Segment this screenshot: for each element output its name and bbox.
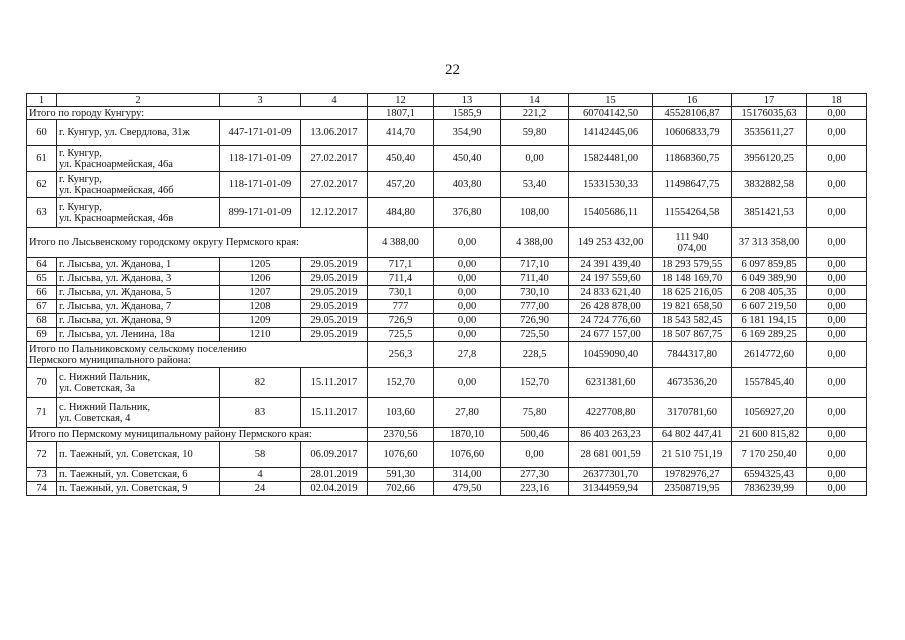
subtotal-value: 21 600 815,82 xyxy=(732,428,807,442)
table-cell: 0,00 xyxy=(434,368,501,398)
row-number: 73 xyxy=(27,468,57,482)
column-header: 1 xyxy=(27,94,57,107)
table-cell: 717,10 xyxy=(501,258,569,272)
address-cell: г. Кунгур, ул. Красноармейская, 46в xyxy=(57,198,220,228)
table-cell: 29.05.2019 xyxy=(301,328,368,342)
table-cell: 3535611,27 xyxy=(732,120,807,146)
subtotal-value: 256,3 xyxy=(368,342,434,368)
table-cell: 0,00 xyxy=(434,258,501,272)
table-cell: 0,00 xyxy=(434,300,501,314)
table-cell: 26 428 878,00 xyxy=(569,300,653,314)
table-cell: 18 148 169,70 xyxy=(653,272,732,286)
row-number: 60 xyxy=(27,120,57,146)
table-cell: 725,5 xyxy=(368,328,434,342)
subtotal-value: 2370,56 xyxy=(368,428,434,442)
table-cell: 29.05.2019 xyxy=(301,314,368,328)
table-cell: 06.09.2017 xyxy=(301,442,368,468)
table-row xyxy=(27,468,867,482)
table-cell: 6 208 405,35 xyxy=(732,286,807,300)
table-row xyxy=(27,482,867,496)
table-cell: 19 821 658,50 xyxy=(653,300,732,314)
subtotal-value: 15176035,63 xyxy=(732,107,807,120)
table-cell: 702,66 xyxy=(368,482,434,496)
table-cell: 24 xyxy=(220,482,301,496)
table-cell: 28 681 001,59 xyxy=(569,442,653,468)
table-cell: 0,00 xyxy=(807,198,867,228)
address-cell: г. Кунгур, ул. Свердлова, 31ж xyxy=(57,120,220,146)
table-cell: 0,00 xyxy=(501,442,569,468)
table-cell: 7 170 250,40 xyxy=(732,442,807,468)
table-cell: 726,9 xyxy=(368,314,434,328)
table-cell: 447-171-01-09 xyxy=(220,120,301,146)
column-header: 13 xyxy=(434,94,501,107)
table-cell: 02.04.2019 xyxy=(301,482,368,496)
table-cell: 899-171-01-09 xyxy=(220,198,301,228)
table-cell: 0,00 xyxy=(434,314,501,328)
table-cell: 711,4 xyxy=(368,272,434,286)
table-cell: 1205 xyxy=(220,258,301,272)
table-body xyxy=(27,94,867,496)
table-cell: 21 510 751,19 xyxy=(653,442,732,468)
address-cell: г. Лысьва, ул. Жданова, 7 xyxy=(57,300,220,314)
subtotal-value: 4 388,00 xyxy=(368,228,434,258)
address-cell: г. Кунгур, ул. Красноармейская, 46а xyxy=(57,146,220,172)
column-header: 4 xyxy=(301,94,368,107)
table-cell: 0,00 xyxy=(807,172,867,198)
address-cell: г. Кунгур, ул. Красноармейская, 46б xyxy=(57,172,220,198)
row-number: 65 xyxy=(27,272,57,286)
table-cell: 29.05.2019 xyxy=(301,258,368,272)
table-row xyxy=(27,198,867,228)
table-cell: 0,00 xyxy=(807,482,867,496)
subtotal-label: Итого по Лысьвенскому городскому округу Пермского края: xyxy=(27,228,368,258)
table-cell: 28.01.2019 xyxy=(301,468,368,482)
table-cell: 1207 xyxy=(220,286,301,300)
table-cell: 18 507 867,75 xyxy=(653,328,732,342)
table-row xyxy=(27,146,867,172)
subtotal-value: 149 253 432,00 xyxy=(569,228,653,258)
table-cell: 0,00 xyxy=(807,314,867,328)
table-row xyxy=(27,272,867,286)
table-cell: 223,16 xyxy=(501,482,569,496)
table-cell: 152,70 xyxy=(501,368,569,398)
subtotal-value: 7844317,80 xyxy=(653,342,732,368)
subtotal-row xyxy=(27,342,867,368)
table-cell: 27,80 xyxy=(434,398,501,428)
row-number: 66 xyxy=(27,286,57,300)
table-cell: 730,1 xyxy=(368,286,434,300)
table-row xyxy=(27,120,867,146)
table-cell: 277,30 xyxy=(501,468,569,482)
row-number: 62 xyxy=(27,172,57,198)
table-cell: 4673536,20 xyxy=(653,368,732,398)
subtotal-value: 1807,1 xyxy=(368,107,434,120)
table-cell: 354,90 xyxy=(434,120,501,146)
table-cell: 484,80 xyxy=(368,198,434,228)
table-cell: 24 197 559,60 xyxy=(569,272,653,286)
subtotal-value: 0,00 xyxy=(807,342,867,368)
table-cell: 403,80 xyxy=(434,172,501,198)
subtotal-value: 111 940 074,00 xyxy=(653,228,732,258)
column-header: 2 xyxy=(57,94,220,107)
table-cell: 15.11.2017 xyxy=(301,398,368,428)
subtotal-value: 1585,9 xyxy=(434,107,501,120)
table-cell: 15331530,33 xyxy=(569,172,653,198)
address-cell: п. Таежный, ул. Советская, 10 xyxy=(57,442,220,468)
table-cell: 4227708,80 xyxy=(569,398,653,428)
address-cell: г. Лысьва, ул. Ленина, 18а xyxy=(57,328,220,342)
table-cell: 58 xyxy=(220,442,301,468)
table-cell: 6 097 859,85 xyxy=(732,258,807,272)
row-number: 69 xyxy=(27,328,57,342)
table-cell: 83 xyxy=(220,398,301,428)
table-row xyxy=(27,286,867,300)
table-cell: 1056927,20 xyxy=(732,398,807,428)
table-cell: 6 607 219,50 xyxy=(732,300,807,314)
row-number: 74 xyxy=(27,482,57,496)
table-cell: 6 169 289,25 xyxy=(732,328,807,342)
table-cell: 118-171-01-09 xyxy=(220,146,301,172)
table-cell: 0,00 xyxy=(807,328,867,342)
table-cell: 450,40 xyxy=(368,146,434,172)
data-table xyxy=(26,93,867,496)
table-row xyxy=(27,172,867,198)
row-number: 61 xyxy=(27,146,57,172)
table-cell: 18 293 579,55 xyxy=(653,258,732,272)
table-cell: 108,00 xyxy=(501,198,569,228)
subtotal-value: 60704142,50 xyxy=(569,107,653,120)
table-cell: 11498647,75 xyxy=(653,172,732,198)
column-header: 17 xyxy=(732,94,807,107)
header-row xyxy=(27,94,867,107)
table-cell: 0,00 xyxy=(434,286,501,300)
table-cell: 726,90 xyxy=(501,314,569,328)
table-cell: 3956120,25 xyxy=(732,146,807,172)
table-cell: 118-171-01-09 xyxy=(220,172,301,198)
table-cell: 717,1 xyxy=(368,258,434,272)
column-header: 16 xyxy=(653,94,732,107)
row-number: 70 xyxy=(27,368,57,398)
table-row xyxy=(27,328,867,342)
subtotal-value: 37 313 358,00 xyxy=(732,228,807,258)
table-cell: 457,20 xyxy=(368,172,434,198)
table-cell: 0,00 xyxy=(807,272,867,286)
table-row xyxy=(27,300,867,314)
table-row xyxy=(27,314,867,328)
subtotal-value: 4 388,00 xyxy=(501,228,569,258)
table-cell: 711,40 xyxy=(501,272,569,286)
table-cell: 6 049 389,90 xyxy=(732,272,807,286)
table-cell: 725,50 xyxy=(501,328,569,342)
table-cell: 26377301,70 xyxy=(569,468,653,482)
table-cell: 0,00 xyxy=(807,286,867,300)
table-cell: 59,80 xyxy=(501,120,569,146)
subtotal-row xyxy=(27,228,867,258)
table-cell: 0,00 xyxy=(807,300,867,314)
table-cell: 1076,60 xyxy=(368,442,434,468)
subtotal-value: 27,8 xyxy=(434,342,501,368)
table-cell: 29.05.2019 xyxy=(301,286,368,300)
table-cell: 29.05.2019 xyxy=(301,272,368,286)
table-cell: 1210 xyxy=(220,328,301,342)
table-cell: 1209 xyxy=(220,314,301,328)
table-cell: 82 xyxy=(220,368,301,398)
column-header: 3 xyxy=(220,94,301,107)
table-cell: 24 391 439,40 xyxy=(569,258,653,272)
row-number: 72 xyxy=(27,442,57,468)
table-cell: 103,60 xyxy=(368,398,434,428)
table-cell: 0,00 xyxy=(434,272,501,286)
table-cell: 15.11.2017 xyxy=(301,368,368,398)
address-cell: с. Нижний Пальник, ул. Советская, 4 xyxy=(57,398,220,428)
subtotal-value: 228,5 xyxy=(501,342,569,368)
subtotal-value: 10459090,40 xyxy=(569,342,653,368)
table-row xyxy=(27,442,867,468)
address-cell: п. Таежный, ул. Советская, 6 xyxy=(57,468,220,482)
table-cell: 1557845,40 xyxy=(732,368,807,398)
table-cell: 24 677 157,00 xyxy=(569,328,653,342)
subtotal-value: 0,00 xyxy=(434,228,501,258)
table-cell: 7836239,99 xyxy=(732,482,807,496)
address-cell: п. Таежный, ул. Советская, 9 xyxy=(57,482,220,496)
column-header: 18 xyxy=(807,94,867,107)
table-cell: 27.02.2017 xyxy=(301,146,368,172)
table-cell: 1208 xyxy=(220,300,301,314)
subtotal-value: 2614772,60 xyxy=(732,342,807,368)
table-row xyxy=(27,368,867,398)
subtotal-value: 500,46 xyxy=(501,428,569,442)
table-cell: 11868360,75 xyxy=(653,146,732,172)
table-cell: 27.02.2017 xyxy=(301,172,368,198)
table-cell: 730,10 xyxy=(501,286,569,300)
table-cell: 0,00 xyxy=(807,398,867,428)
subtotal-label: Итого по Пермскому муниципальному району Пермского края: xyxy=(27,428,368,442)
table-cell: 15405686,11 xyxy=(569,198,653,228)
subtotal-value: 64 802 447,41 xyxy=(653,428,732,442)
table-cell: 29.05.2019 xyxy=(301,300,368,314)
row-number: 67 xyxy=(27,300,57,314)
table-cell: 6594325,43 xyxy=(732,468,807,482)
table-cell: 13.06.2017 xyxy=(301,120,368,146)
row-number: 64 xyxy=(27,258,57,272)
subtotal-label: Итого по Пальниковскому сельскому поселению Пермского муниципального района: xyxy=(27,342,368,368)
table-cell: 19782976,27 xyxy=(653,468,732,482)
subtotal-value: 0,00 xyxy=(807,428,867,442)
row-number: 63 xyxy=(27,198,57,228)
table-cell: 777,00 xyxy=(501,300,569,314)
address-cell: г. Лысьва, ул. Жданова, 3 xyxy=(57,272,220,286)
table-cell: 0,00 xyxy=(807,368,867,398)
table-cell: 6 181 194,15 xyxy=(732,314,807,328)
table-cell: 18 625 216,05 xyxy=(653,286,732,300)
column-header: 12 xyxy=(368,94,434,107)
table-cell: 3170781,60 xyxy=(653,398,732,428)
table-cell: 53,40 xyxy=(501,172,569,198)
table-cell: 479,50 xyxy=(434,482,501,496)
table-cell: 10606833,79 xyxy=(653,120,732,146)
table-cell: 11554264,58 xyxy=(653,198,732,228)
address-cell: г. Лысьва, ул. Жданова, 1 xyxy=(57,258,220,272)
table-row xyxy=(27,398,867,428)
table-cell: 0,00 xyxy=(807,468,867,482)
table-cell: 12.12.2017 xyxy=(301,198,368,228)
table-cell: 24 833 621,40 xyxy=(569,286,653,300)
table-cell: 0,00 xyxy=(807,120,867,146)
subtotal-value: 45528106,87 xyxy=(653,107,732,120)
table-cell: 3832882,58 xyxy=(732,172,807,198)
table-cell: 31344959,94 xyxy=(569,482,653,496)
table-cell: 23508719,95 xyxy=(653,482,732,496)
subtotal-label: Итого по городу Кунгуру: xyxy=(27,107,368,120)
table-cell: 152,70 xyxy=(368,368,434,398)
table-cell: 3851421,53 xyxy=(732,198,807,228)
table-cell: 4 xyxy=(220,468,301,482)
table-cell: 75,80 xyxy=(501,398,569,428)
table-cell: 0,00 xyxy=(807,442,867,468)
subtotal-value: 1870,10 xyxy=(434,428,501,442)
table-cell: 0,00 xyxy=(501,146,569,172)
column-header: 15 xyxy=(569,94,653,107)
subtotal-row xyxy=(27,428,867,442)
address-cell: г. Лысьва, ул. Жданова, 9 xyxy=(57,314,220,328)
table-row xyxy=(27,258,867,272)
table-cell: 0,00 xyxy=(807,258,867,272)
row-number: 71 xyxy=(27,398,57,428)
table-cell: 777 xyxy=(368,300,434,314)
column-header: 14 xyxy=(501,94,569,107)
subtotal-value: 0,00 xyxy=(807,228,867,258)
table-cell: 14142445,06 xyxy=(569,120,653,146)
address-cell: с. Нижний Пальник, ул. Советская, 3а xyxy=(57,368,220,398)
row-number: 68 xyxy=(27,314,57,328)
page-number: 22 xyxy=(445,62,460,78)
table-cell: 15824481,00 xyxy=(569,146,653,172)
table-cell: 1206 xyxy=(220,272,301,286)
table-cell: 376,80 xyxy=(434,198,501,228)
table-cell: 450,40 xyxy=(434,146,501,172)
table-cell: 314,00 xyxy=(434,468,501,482)
table-cell: 0,00 xyxy=(807,146,867,172)
table-cell: 24 724 776,60 xyxy=(569,314,653,328)
table-cell: 591,30 xyxy=(368,468,434,482)
subtotal-value: 86 403 263,23 xyxy=(569,428,653,442)
table-cell: 18 543 582,45 xyxy=(653,314,732,328)
table-cell: 1076,60 xyxy=(434,442,501,468)
subtotal-row xyxy=(27,107,867,120)
address-cell: г. Лысьва, ул. Жданова, 5 xyxy=(57,286,220,300)
table-cell: 414,70 xyxy=(368,120,434,146)
table-cell: 0,00 xyxy=(434,328,501,342)
subtotal-value: 221,2 xyxy=(501,107,569,120)
subtotal-value: 0,00 xyxy=(807,107,867,120)
table-cell: 6231381,60 xyxy=(569,368,653,398)
